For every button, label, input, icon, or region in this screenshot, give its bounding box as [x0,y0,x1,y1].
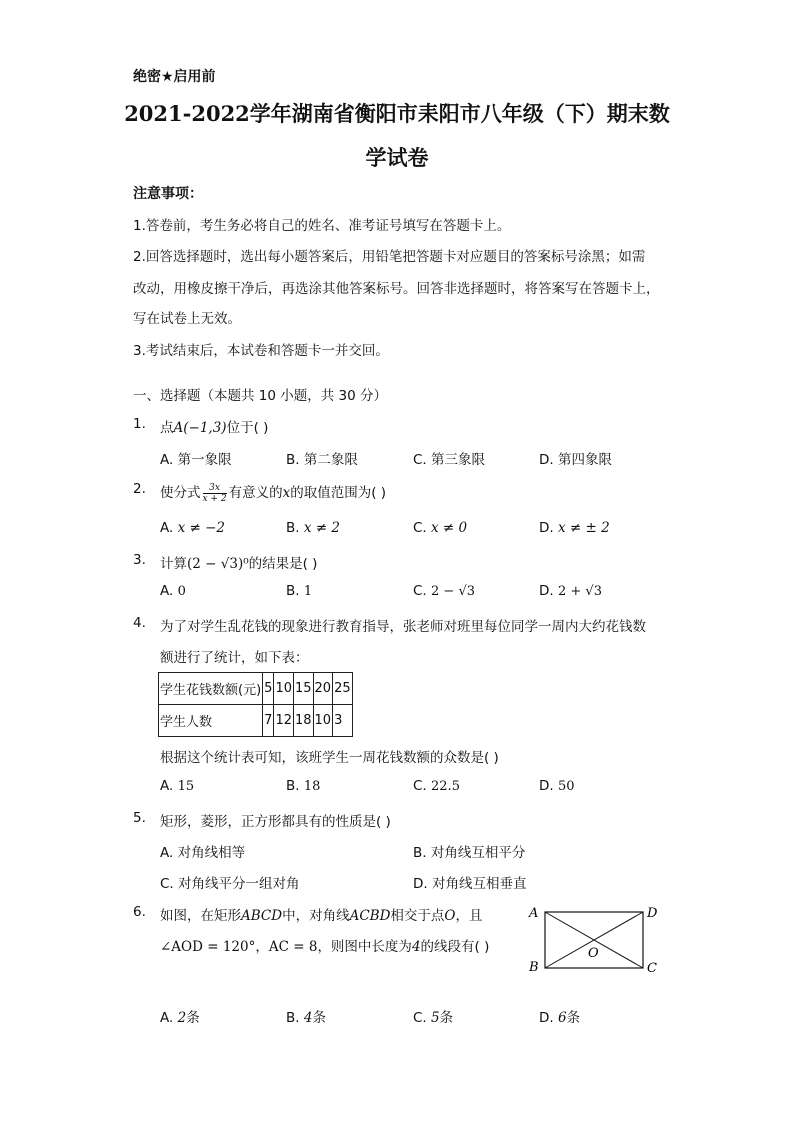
question-2-option-c: C. x ≠ 0 [413,520,468,536]
rectangle-figure [524,900,664,980]
question-1-option-a: A. 第一象限 [160,452,232,468]
vertex-label-c: C [647,961,657,976]
question-2-option-a: A. x ≠ −2 [160,520,226,536]
question-4-option-b: B. 18 [286,778,321,794]
question-4-option-a: A. 15 [160,778,195,794]
spending-table [158,672,353,737]
question-4-line2: 额进行了统计，如下表： [160,650,309,666]
question-6-line1: 如图，在矩形ABCD中，对角线ACBD相交于点O，且 [160,908,483,924]
question-5-stem: 矩形，菱形，正方形都具有的性质是( ) [160,814,391,830]
confidential-label: 绝密★启用前 [133,69,216,85]
table-cell: 学生花钱数额(元) [159,673,263,705]
question-1-stem: 点A(−1,3)位于( ) [160,420,269,436]
question-6-option-b: B. 4条 [286,1010,326,1026]
vertex-label-a: A [529,906,539,921]
question-1-option-d: D. 第四象限 [539,452,612,468]
table-row [159,673,353,705]
notice-item-2-line2: 改动，用橡皮擦干净后，再选涂其他答案标号。回答非选择题时，将答案写在答题卡上， [133,281,660,297]
table-row [159,705,353,737]
notice-heading: 注意事项： [133,186,203,202]
question-5-option-d: D. 对角线互相垂直 [413,876,527,892]
question-5-option-b: B. 对角线互相平分 [413,845,526,861]
section-heading: 一、选择题（本题共 10 小题，共 30 分） [133,388,388,404]
question-1-option-b: B. 第二象限 [286,452,358,468]
question-3-option-a: A. 0 [160,583,186,599]
question-2-stem: 使分式 $\frac{3x}{x + 2}$ 有意义的x的取值范围为( ) [160,482,387,504]
question-4-number: 4. [133,615,146,631]
question-5-option-a: A. 对角线相等 [160,845,246,861]
notice-item-2-line1: 2.回答选择题时，选出每小题答案后，用铅笔把答题卡对应题目的答案标号涂黑；如需 [133,249,646,265]
question-4-option-c: C. 22.5 [413,778,460,794]
table-cell: 7 [263,705,274,737]
exam-title-line1: 2021-2022学年湖南省衡阳市耒阳市八年级（下）期末数 [124,101,670,126]
question-3-option-d: D. 2 + √3 [539,583,602,599]
question-4-line1: 为了对学生乱花钱的现象进行教育指导，张老师对班里每位同学一周内大约花钱数 [160,619,646,635]
question-2-number: 2. [133,481,146,497]
question-6-option-c: C. 5条 [413,1010,454,1026]
table-cell: 20 [313,673,333,705]
question-2-option-d: D. x ≠ ± 2 [539,520,610,536]
table-cell: 10 [274,673,294,705]
question-5-option-c: C. 对角线平分一组对角 [160,876,300,892]
question-3-option-c: C. 2 − √3 [413,583,475,599]
question-6-option-a: A. 2条 [160,1010,200,1026]
fraction: $\frac{3x}{x + 2}$ [202,482,227,504]
question-3-stem: 计算(2 − √3)⁰的结果是( ) [160,556,318,572]
question-6-option-d: D. 6条 [539,1010,581,1026]
table-cell: 12 [274,705,294,737]
notice-item-1: 1.答卷前，考生务必将自己的姓名、准考证号填写在答题卡上。 [133,218,511,234]
question-3-number: 3. [133,552,146,568]
math-point-a: A(−1,3) [173,420,227,436]
exam-title-line2: 学试卷 [365,145,429,170]
vertex-label-b: B [529,960,539,975]
vertex-label-d: D [647,906,658,921]
table-cell: 5 [263,673,274,705]
table-cell: 3 [333,705,353,737]
table-cell: 15 [293,673,313,705]
question-6-line2: ∠AOD = 120°，AC = 8，则图中长度为4的线段有( ) [160,939,490,955]
table-cell: 25 [333,673,353,705]
question-6-number: 6. [133,904,146,920]
question-1-option-c: C. 第三象限 [413,452,486,468]
center-label-o: O [588,946,599,961]
question-2-option-b: B. x ≠ 2 [286,520,340,536]
table-cell: 10 [313,705,333,737]
question-1-number: 1. [133,416,146,432]
table-cell: 学生人数 [159,705,263,737]
table-cell: 18 [293,705,313,737]
question-4-line3: 根据这个统计表可知，该班学生一周花钱数额的众数是( ) [160,750,499,766]
question-5-number: 5. [133,810,146,826]
notice-item-3: 3.考试结束后，本试卷和答题卡一并交回。 [133,343,389,359]
question-3-option-b: B. 1 [286,583,313,599]
notice-item-2-line3: 写在试卷上无效。 [133,311,241,327]
question-4-option-d: D. 50 [539,778,575,794]
